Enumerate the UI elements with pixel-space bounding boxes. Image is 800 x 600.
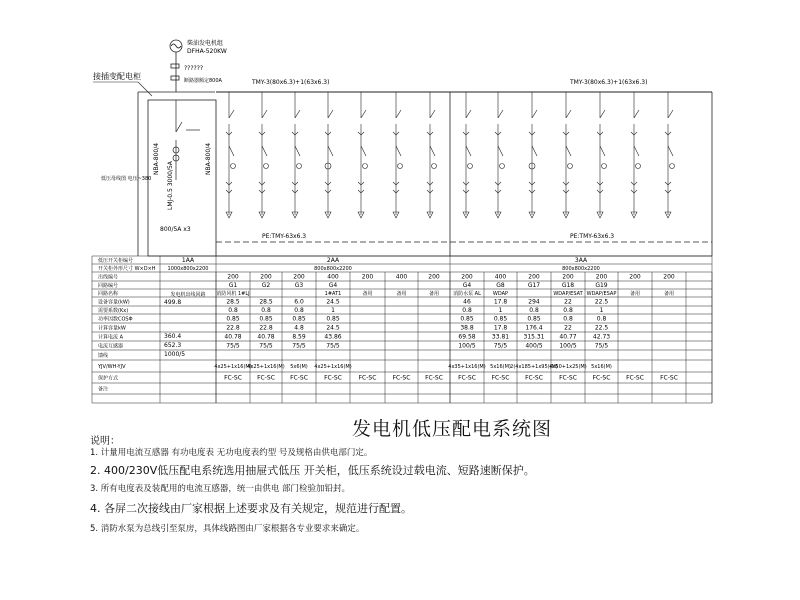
breaker-contact [498,146,503,156]
feeder-7 [427,92,437,218]
feeder-14 [665,92,675,218]
cell-loop: G17 [527,282,541,289]
breaker-contact [295,146,300,156]
cell-a: 40.77 [559,333,577,341]
cell-loop: G2 [261,282,271,289]
cell-ct: 75/5 [326,342,340,350]
cell-cap: 17.8 [493,298,508,306]
pe-left-label: PE:TMY-63x6.3 [262,233,307,240]
ct-coil [670,164,675,169]
cell-a: 42.73 [592,333,611,341]
ct-coil [363,164,368,169]
cell-prot: FC-SC [525,374,543,382]
cell-prot: FC-SC [425,374,443,382]
note-1: 1. 计量用电流互感器 有功电度表 无功电度表约型 号及规格由供电部门定。 [90,448,373,458]
cabinet-id: 3AA [574,257,588,264]
cell-a: 69.58 [458,333,476,341]
cell-out: 200 [629,273,641,281]
breaker-contact [668,146,673,156]
cell-out: 200 [361,273,374,281]
row-label: 回路名称 [98,291,119,297]
cell-a: 315.31 [523,333,545,341]
cell-a: 40.78 [257,333,275,341]
breaker-contact [466,146,471,156]
ct-coil [500,164,505,169]
c1-ct: 1000/5 [164,351,186,358]
breaker-contact [262,146,267,156]
c1-circuit-name: 发电机出线回路 [170,292,206,298]
feeder-switch [361,110,366,118]
cell-kx: 0.8 [294,307,304,314]
cell-a: 40.78 [224,333,242,341]
breaker-contact [566,146,571,156]
generator-breaker-label: 断路器额定800A [184,78,222,84]
feeder-switch [466,110,471,118]
data-table [92,256,712,403]
cell-cap: 46 [463,298,471,306]
cell-prot: FC-SC [592,374,611,382]
note-4: 4. 各屏二次接线由厂家根据上述要求及有关规定，规范进行配置。 [90,502,412,515]
cell-line: 4x25+1x16(M) [247,364,285,370]
cell-line: 4x25+1x16(M) [214,364,252,370]
cell-kw: 38.8 [460,324,474,332]
cell-kw: 22.5 [594,324,609,332]
feeder-switch [295,110,300,118]
breaker-contact [396,146,401,156]
row-label: 备注 [98,386,109,393]
cell-cap: 22.5 [594,298,609,306]
cell-out: 200 [293,273,305,281]
cell-loop: G8 [496,282,505,289]
generator-model: DFHA-520KW [187,48,227,55]
cell-a: 8.59 [292,333,306,341]
cell-out: 200 [227,273,239,281]
busbar-right-label: TMY-3(80x6.3)+1(63x6.3) [570,79,648,86]
ct-coil [602,164,607,169]
cabinet-id: 2AA [326,257,340,264]
cell-line: 2(4x185+1x95)(M) [510,364,558,370]
ct-coil [432,164,437,169]
cell-out: 200 [663,273,675,281]
cell-line: 5x16(M) [490,364,511,370]
row-label: 出线编号 [98,274,119,281]
cell-cap: 24.5 [326,298,340,306]
cell-line: 5x16(M) [591,364,612,370]
cell-kx: 0.8 [228,307,238,314]
cell-kw: 4.8 [294,324,304,332]
ct-note: 800/5A x3 [160,226,191,233]
row-label: 低压开关柜编号 [98,258,134,264]
feeder-switch [498,110,503,118]
feeder-switch [634,110,639,118]
cell-kw: 22.8 [259,324,273,332]
ct-coil [636,164,641,169]
c1-calc-kw: 360.4 [164,333,182,340]
feeder-switch [328,110,333,118]
cell-kw: 24.5 [326,324,340,332]
cell-out: 200 [595,273,608,281]
row-label: 保护方式 [98,375,119,382]
main-breaker-assembly [173,100,200,180]
feeder-switch [262,110,267,118]
cell-ct: 75/5 [292,342,306,350]
cell-out: 200 [562,273,574,281]
feeder-12 [597,92,607,218]
ct-coil [264,164,269,169]
cell-cap: 22 [564,298,572,306]
row-label: 开关柜外形尺寸 W×D×H [98,266,156,272]
cell-name: 消防风机 1#LJ [216,291,250,297]
pe-right-label: PE:TMY-63x6.3 [570,233,615,240]
ct-coil [468,164,473,169]
cell-a: 33.81 [491,333,510,341]
cell-kx: 0.8 [529,307,539,314]
cell-prot: FC-SC [559,374,577,382]
cell-cap: 6.0 [294,298,304,306]
cabinet-dims: 800x800x2200 [314,266,352,272]
cell-line: 4x50+1x25(M) [549,364,587,370]
cell-name: 消防水泵 AL [453,291,481,297]
feeder-switch [668,110,673,118]
row-label: 设备容量(kW) [98,299,130,306]
row-label: 计算容量kW [98,325,126,332]
cell-cap: 28.5 [226,298,240,306]
cell-cap: 28.5 [259,298,273,306]
feeder-8 [463,92,473,218]
cell-prot: FC-SC [224,374,242,382]
feeder-10 [529,92,537,218]
cell-out: 200 [428,273,440,281]
cell-loop: G4 [462,282,472,289]
feeder-switch [396,110,401,118]
breaker-contact [634,146,639,156]
row-label: 计算电流 A [98,334,124,341]
cell-ct: 75/5 [226,342,240,350]
cell-kx: 1 [331,307,335,314]
cell-loop: G4 [328,282,338,289]
row-label: 功率因数COSΦ [98,316,133,323]
cell-kx: 1 [498,307,503,314]
feeder-2 [259,92,269,218]
cell-line: 5x6(M) [290,364,308,370]
cell-prot: FC-SC [358,374,377,382]
cell-kx: 0.8 [462,307,472,314]
cell-ct: 400/5 [525,342,543,350]
note-5: 5. 消防水泵为总线引至泵房，具体线路图由厂家根据各专业要求来确定。 [90,524,365,534]
cell-out: 400 [327,273,339,281]
cell-prot: FC-SC [660,374,678,382]
cell-kw: 22.8 [226,324,240,332]
cell-loop: G1 [228,282,238,289]
cell-kw: 17.8 [493,324,508,332]
ct-coil [568,164,573,169]
cell-cos: 0.8 [596,315,607,323]
breaker-contact [600,146,605,156]
notes-heading: 说明： [90,436,120,447]
cell-out: 200 [461,273,473,281]
transformer-cabinet-label: 接插变配电柜 [93,72,141,81]
feeder-switch [532,110,537,118]
cell-prot: FC-SC [392,374,411,382]
ct-label: LMJ-0.5 3000/5A [167,161,174,210]
cell-ct: 75/5 [259,342,273,350]
cabinet-dims: 800x800x2200 [562,266,600,272]
cell-cos: 0.85 [493,315,508,323]
cell-name: WDAP/ESAT [553,291,583,297]
cell-name: 备用 [396,291,407,297]
breaker-contact [430,146,435,156]
feeder-3 [292,92,302,218]
cell-out: 400 [395,273,408,281]
cell-prot: FC-SC [257,374,275,382]
feeder-11 [563,92,573,218]
cell-out: 400 [494,273,507,281]
cell-name: 备用 [428,291,440,297]
breaker-contact [532,146,537,156]
cell-loop: G18 [561,282,575,289]
cell-a: 43.86 [324,333,342,341]
cell-name: 备用 [629,291,641,297]
cell-name: WDAP/ESAP [586,291,617,297]
generator-label: 柴油发电机组 [187,40,224,47]
ct-coil [297,164,302,169]
breaker-right-label: NBA-800/4 [205,142,212,175]
cell-kw: 22 [564,324,572,332]
cell-ct: 100/5 [458,342,476,350]
row-label: YJV/WH-YJV [98,364,126,370]
breaker-contact [328,146,333,156]
cell-loop: G19 [595,282,608,289]
cell-line: 4x25+1x16(M) [314,364,352,370]
diagram-title: 发电机低压配电系统图 [352,418,553,440]
breaker-contact [229,146,234,156]
ct-coil [398,164,403,169]
cell-loop: G3 [294,282,304,289]
cabinet-dims: 1000x800x2200 [167,266,209,272]
c1-capacity: 499.8 [164,299,182,306]
breaker-left-label: NBA-800/4 [153,142,160,175]
cell-name: 1#AT1 [324,291,342,297]
feeder-switch [430,110,435,118]
feeder-13 [631,92,641,218]
cabinet-id: 1AA [181,257,195,264]
row-label: 回路编号 [98,283,119,289]
cell-name: 备用 [663,291,675,297]
row-label: 需要系数(Kx) [98,308,129,314]
feeder-6 [393,92,403,218]
cell-name: 备用 [362,291,373,297]
cell-ct: 100/5 [559,342,577,350]
cell-prot: FC-SC [626,374,644,382]
cell-prot: FC-SC [491,374,510,382]
cell-cos: 0.85 [292,315,306,323]
cell-cos: 0.85 [527,315,541,323]
busbar-left-label: TMY-3(80x6.3)+1(63x6.3) [252,79,330,86]
cell-cos: 0.85 [460,315,474,323]
cell-out: 200 [260,273,272,281]
breaker-contact [361,146,366,156]
note-3: 3. 所有电度表及装配用的电流互感器，统一由供电 部门检验加铅封。 [90,484,351,494]
cell-out: 200 [528,273,540,281]
c1-calc-a: 652.3 [164,342,182,349]
feeder-1 [226,92,236,218]
cell-cos: 0.85 [226,315,240,323]
cell-prot: FC-SC [290,374,308,382]
feeder-switch [229,110,234,118]
cell-cos: 0.85 [259,315,273,323]
note-2: 2. 400/230V低压配电系统选用抽屉式低压 开关柜，低压系统设过载电流、短路速断保护。 [90,464,535,477]
cell-kx: 0.8 [563,307,573,314]
cell-kx: 0.8 [261,307,271,314]
cell-cap: 294 [528,298,540,306]
feeder-switch [566,110,571,118]
cell-kw: 176.4 [525,324,543,332]
cell-prot: FC-SC [458,374,476,382]
cell-line: 4x35+1x16(M) [448,364,486,370]
feeder-4 [325,92,333,218]
cell-kx: 1 [599,307,604,314]
feeder-5 [358,92,368,218]
ct-coil [231,164,236,169]
cell-prot: FC-SC [324,374,342,382]
cabinet-voltage-label: 低压母线图 电压~380 [101,176,152,182]
cell-name: WDAP [492,291,509,297]
feeder-switch [600,110,605,118]
cell-ct: 75/5 [493,342,508,350]
row-label: 电流互感器 [98,343,124,350]
generator-unknown: ?????? [184,65,204,72]
cell-cos: 0.8 [563,315,573,323]
feeder-9 [495,92,505,218]
cell-ct: 75/5 [594,342,609,350]
cell-cos: 0.85 [326,315,340,323]
row-label: 馈线 [98,353,109,359]
